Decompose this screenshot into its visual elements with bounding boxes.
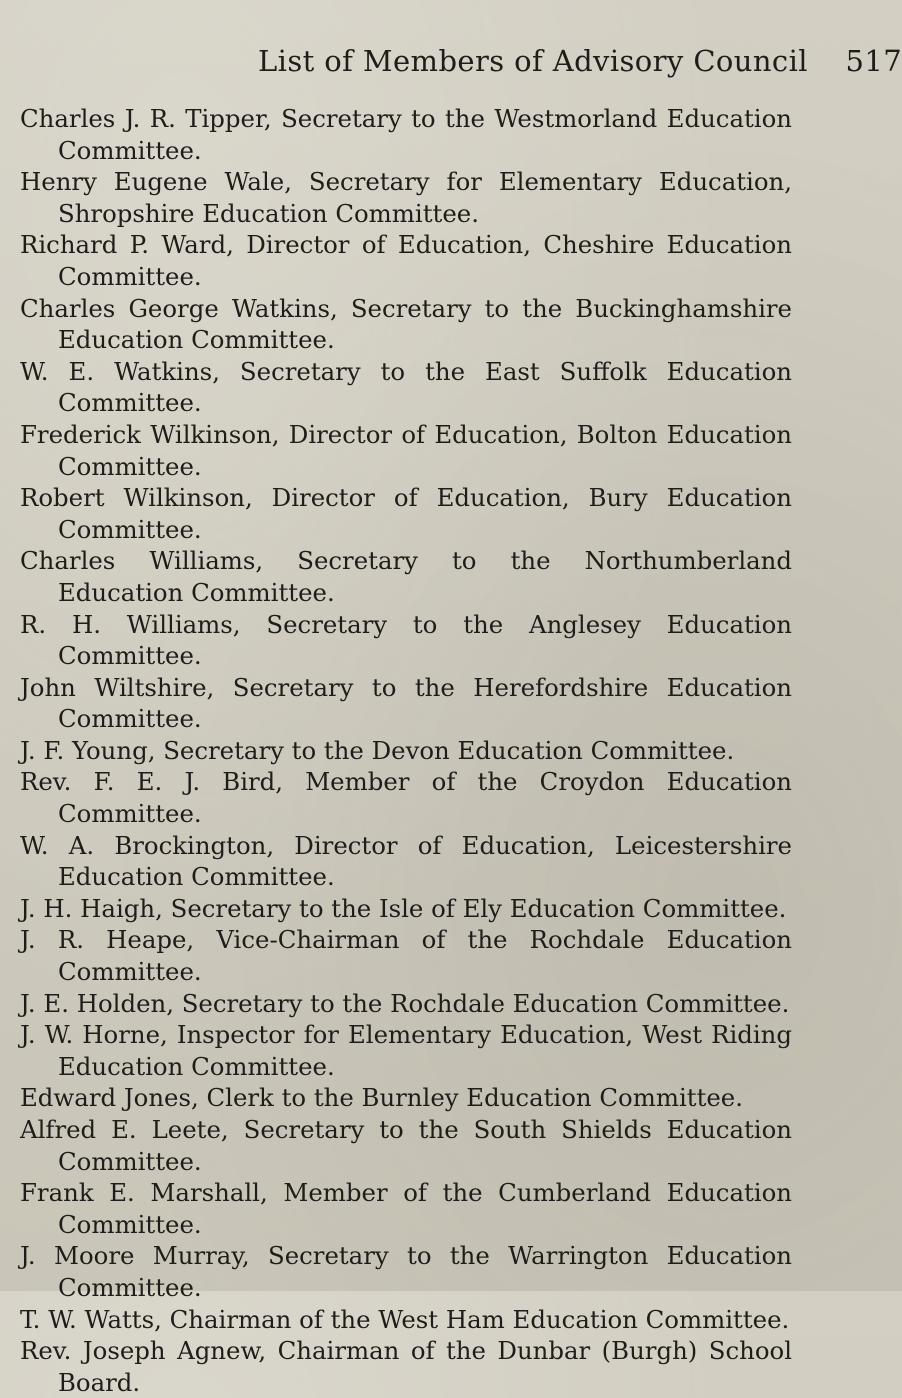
member-entry: Rev. F. E. J. Bird, Member of the Croydon Education Committee.: [20, 767, 792, 829]
member-entry: J. R. Heape, Vice-Chairman of the Rochdale Education Committee.: [20, 925, 792, 987]
members-list: [20, 103, 792, 1398]
member-entry: J. F. Young, Secretary to the Devon Education Committee.: [20, 735, 735, 765]
member-entry: Richard P. Ward, Director of Education, Cheshire Education Committee.: [20, 230, 792, 291]
member-entry: W. E. Watkins, Secretary to the East Suffolk Education Committee.: [20, 356, 792, 418]
member-entry: J. W. Horne, Inspector for Elementary Education, West Riding Education Committee.: [20, 1020, 792, 1081]
member-entry: T. W. Watts, Chairman of the West Ham Education Committee.: [20, 1304, 790, 1334]
member-entry: John Wiltshire, Secretary to the Herefordshire Education Committee.: [20, 672, 792, 734]
member-entry: Rev. Joseph Agnew, Chairman of the Dunbar (Burgh) School Board.: [20, 1336, 792, 1397]
member-entry: W. A. Brockington, Director of Education, Leicestershire Education Committee.: [20, 830, 792, 892]
member-entry: J. E. Holden, Secretary to the Rochdale Education Committee.: [20, 988, 790, 1018]
member-entry: Charles J. R. Tipper, Secretary to the Westmorland Education Committee.: [20, 104, 792, 165]
member-entry: Henry Eugene Wale, Secretary for Elementary Education, Shropshire Education Committee.: [20, 167, 792, 228]
member-entry: Charles George Watkins, Secretary to the Buckinghamshire Education Committee.: [20, 293, 792, 355]
member-entry: Alfred E. Leete, Secretary to the South Shields Education Committee.: [20, 1115, 792, 1176]
member-entry: Charles Williams, Secretary to the Northumberland Education Committee.: [20, 546, 792, 607]
page-number: 517: [845, 44, 902, 78]
running-head: [258, 44, 902, 78]
member-entry: Robert Wilkinson, Director of Education, Bury Education Committee.: [20, 483, 792, 544]
member-entry: R. H. Williams, Secretary to the Anglesey Education Committee.: [20, 609, 792, 671]
member-entry: J. Moore Murray, Secretary to the Warrington Education Committee.: [20, 1241, 792, 1302]
member-entry: Frank E. Marshall, Member of the Cumberland Education Committee.: [20, 1178, 792, 1239]
running-head-title: List of Members of Advisory Council: [258, 44, 808, 78]
member-entry: J. H. Haigh, Secretary to the Isle of Ely Education Committee.: [20, 893, 787, 923]
member-entry: Frederick Wilkinson, Director of Education, Bolton Education Committee.: [20, 419, 792, 481]
member-entry: Edward Jones, Clerk to the Burnley Education Committee.: [20, 1083, 743, 1113]
